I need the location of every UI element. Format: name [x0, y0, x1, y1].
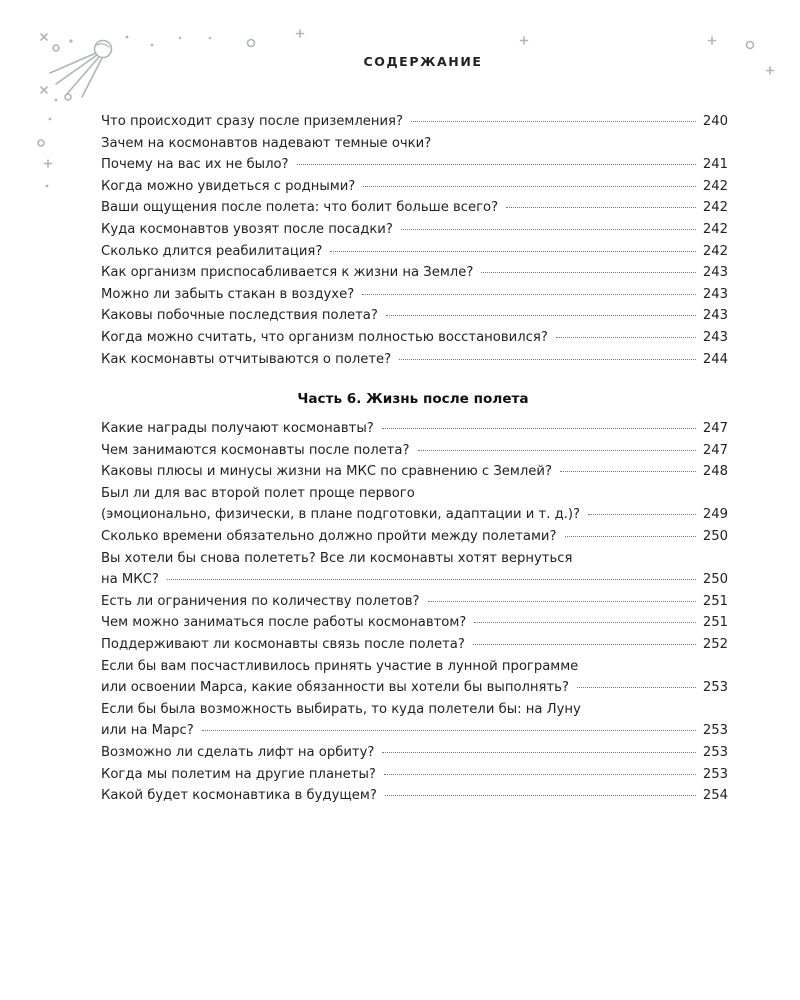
toc-entry-row [101, 327, 728, 349]
toc-entry-row [101, 111, 728, 133]
dot-leader [382, 427, 696, 429]
toc-page-number: 247 [702, 421, 728, 436]
toc-entry-row [101, 569, 728, 591]
dot-icon [46, 185, 49, 188]
toc-page-number: 250 [702, 572, 728, 588]
toc-entry-row [101, 526, 728, 548]
toc-entry [101, 634, 728, 656]
toc-entry [101, 591, 728, 613]
toc-entry-title: Возможно ли сделать лифт на орбиту? [101, 744, 375, 760]
toc-entry-title: Как космонавты отчитываются о полете? [101, 351, 392, 367]
dot-leader [560, 470, 696, 472]
toc-page-number: 243 [702, 329, 728, 345]
toc-entry [101, 656, 728, 699]
toc-page-number: 247 [702, 442, 728, 458]
dot-leader [556, 336, 696, 338]
toc-entry-row [101, 440, 728, 462]
toc-entry-row [101, 764, 728, 786]
part-heading: Часть 6. Жизнь после полета [297, 391, 529, 407]
toc-page-number: 253 [702, 766, 728, 782]
toc-entry-row [101, 418, 728, 440]
toc-section [101, 111, 728, 370]
dot-leader [330, 250, 695, 252]
toc-entry-title: Чем можно заниматься после работы космонавтом? [101, 615, 467, 631]
dot-leader [385, 794, 696, 796]
dot-icon [126, 36, 129, 39]
toc-entry-row [101, 154, 728, 176]
dot-leader [167, 578, 696, 580]
star-icon [45, 160, 52, 167]
toc-entry-row [101, 176, 728, 198]
toc-entry-row [101, 219, 728, 241]
toc-entry [101, 440, 728, 462]
toc-page-number: 242 [702, 178, 728, 194]
toc-entry-title: Если бы вам посчастливилось принять участие в лунной программе [101, 658, 579, 674]
toc-entry [101, 612, 728, 634]
dot-leader [577, 686, 696, 688]
dot-leader [474, 621, 696, 623]
toc-entry [101, 764, 728, 786]
dot-leader [481, 271, 695, 273]
toc-page-number: 241 [702, 157, 728, 173]
toc-page-number: 244 [702, 351, 728, 367]
toc-entry-title: Когда можно увидеться с родными? [101, 178, 356, 194]
toc-entry [101, 219, 728, 241]
dot-leader [401, 228, 696, 230]
toc-entry [101, 483, 728, 526]
toc-entry-row [101, 305, 728, 327]
toc-entry-title: Вы хотели бы снова полететь? Все ли космонавты хотят вернуться [101, 550, 573, 566]
toc-entry-row [101, 504, 728, 526]
toc-entry [101, 262, 728, 284]
toc-entry-title: Зачем на космонавтов надевают темные очки? [101, 135, 432, 151]
dot-icon [209, 37, 211, 39]
toc-entry-title: Можно ли забыть стакан в воздухе? [101, 286, 355, 302]
dot-icon [49, 118, 52, 121]
toc-entry-title: Сколько длится реабилитация? [101, 243, 323, 259]
dot-leader [386, 314, 696, 316]
toc-entry-title: Что происходит сразу после приземления? [101, 114, 403, 129]
toc-page-number: 243 [702, 308, 728, 324]
toc-entry [101, 548, 728, 591]
dot-leader [411, 120, 696, 122]
toc-page-number: 243 [702, 286, 728, 302]
toc-entry [101, 133, 728, 176]
toc-entry-title: Куда космонавтов увозят после посадки? [101, 221, 393, 237]
toc-entry [101, 305, 728, 327]
star-icon [709, 37, 716, 44]
toc-entry-title: Сколько времени обязательно должно пройти между полетами? [101, 528, 557, 544]
star-icon [41, 87, 47, 93]
toc-entry-title: Какие награды получают космонавты? [101, 421, 374, 436]
toc-entry-title: Как организм приспосабливается к жизни на Земле? [101, 265, 474, 281]
toc-page-number: 248 [702, 464, 728, 480]
toc-page-number: 253 [702, 744, 728, 760]
dot-leader [362, 293, 696, 295]
ring-icon [53, 45, 59, 51]
toc-page-number: 252 [702, 636, 728, 652]
toc-entry-title: Был ли для вас второй полет проще первого [101, 485, 415, 501]
dot-leader [297, 163, 696, 165]
toc-page-number: 251 [702, 615, 728, 631]
toc-page-number: 243 [702, 265, 728, 281]
toc-entry-row [101, 461, 728, 483]
toc-entry-row [101, 284, 728, 306]
dot-leader [384, 773, 696, 775]
dot-leader [399, 358, 696, 360]
toc-section [101, 418, 728, 807]
toc-page-number: 253 [702, 723, 728, 739]
toc-entry [101, 176, 728, 198]
toc-entry-row [101, 262, 728, 284]
dot-leader [202, 729, 696, 731]
toc-entry-title: Есть ли ограничения по количеству полетов? [101, 593, 420, 609]
toc-entry [101, 241, 728, 263]
toc-entry-row [101, 349, 728, 371]
toc-entry-row [101, 677, 728, 699]
toc-page-number: 253 [702, 680, 728, 696]
dot-icon [55, 99, 58, 102]
toc-entry-row [101, 634, 728, 656]
dot-leader [588, 513, 696, 515]
toc-page-number: 242 [702, 200, 728, 216]
toc-entry [101, 742, 728, 764]
toc-entry [101, 699, 728, 742]
page-title: СОДЕРЖАНИЕ [363, 54, 483, 69]
dot-leader [565, 535, 696, 537]
toc-entry-row [101, 591, 728, 613]
toc-page-number: 240 [702, 114, 728, 129]
ring-icon [248, 40, 255, 47]
toc-entry-row [101, 241, 728, 263]
toc-entry-title: Какой будет космонавтика в будущем? [101, 788, 377, 804]
dot-icon [69, 39, 72, 42]
toc-entry [101, 284, 728, 306]
toc-page-number: 251 [702, 593, 728, 609]
toc-page-number: 242 [702, 243, 728, 259]
toc-entry-title: или освоении Марса, какие обязанности вы хотели бы выполнять? [101, 680, 569, 696]
toc-entry [101, 349, 728, 371]
toc-entry [101, 461, 728, 483]
toc-entry-title: Почему на вас их не было? [101, 157, 289, 173]
toc-entry-row [101, 612, 728, 634]
toc-entry-title: или на Марс? [101, 723, 194, 739]
ring-icon [38, 140, 44, 146]
toc-entry [101, 197, 728, 219]
toc-entry-title: (эмоционально, физически, в плане подготовки, адаптации и т. д.)? [101, 507, 581, 523]
toc-entry-title: Чем занимаются космонавты после полета? [101, 442, 410, 458]
toc-entry [101, 327, 728, 349]
toc-entry-title: Если бы была возможность выбирать, то куда полетели бы: на Луну [101, 701, 581, 717]
toc-entry [101, 111, 728, 133]
toc-entry-title: Когда мы полетим на другие планеты? [101, 766, 376, 782]
dot-leader [382, 751, 695, 753]
dot-icon [179, 37, 181, 39]
toc-page-number: 242 [702, 221, 728, 237]
toc-entry [101, 526, 728, 548]
dot-leader [506, 206, 696, 208]
toc-entry-title: Ваши ощущения после полета: что болит больше всего? [101, 200, 499, 216]
toc-entry-row [101, 742, 728, 764]
star-icon [41, 34, 47, 40]
toc-page-number: 250 [702, 528, 728, 544]
toc-entry-row [101, 720, 728, 742]
star-icon [521, 37, 528, 44]
toc-entry [101, 418, 728, 440]
toc-page-number: 249 [702, 507, 728, 523]
toc-entry-title: Каковы плюсы и минусы жизни на МКС по сравнению с Землей? [101, 464, 552, 480]
toc-entry-title: Когда можно считать, что организм полностью восстановился? [101, 329, 548, 345]
toc-entry-title: Каковы побочные последствия полета? [101, 308, 378, 324]
ring-icon [65, 94, 71, 100]
ring-icon [747, 42, 754, 49]
dot-leader [418, 449, 696, 451]
star-icon [297, 30, 304, 37]
toc-page-number: 254 [702, 788, 728, 804]
toc-entry-title: на МКС? [101, 572, 159, 588]
toc-entry-row [101, 785, 728, 807]
toc-entry-title: Поддерживают ли космонавты связь после полета? [101, 636, 465, 652]
dot-leader [363, 185, 696, 187]
toc-entry [101, 785, 728, 807]
dot-leader [473, 643, 696, 645]
toc-entry-row [101, 197, 728, 219]
dot-leader [428, 600, 696, 602]
dot-icon [151, 44, 154, 47]
